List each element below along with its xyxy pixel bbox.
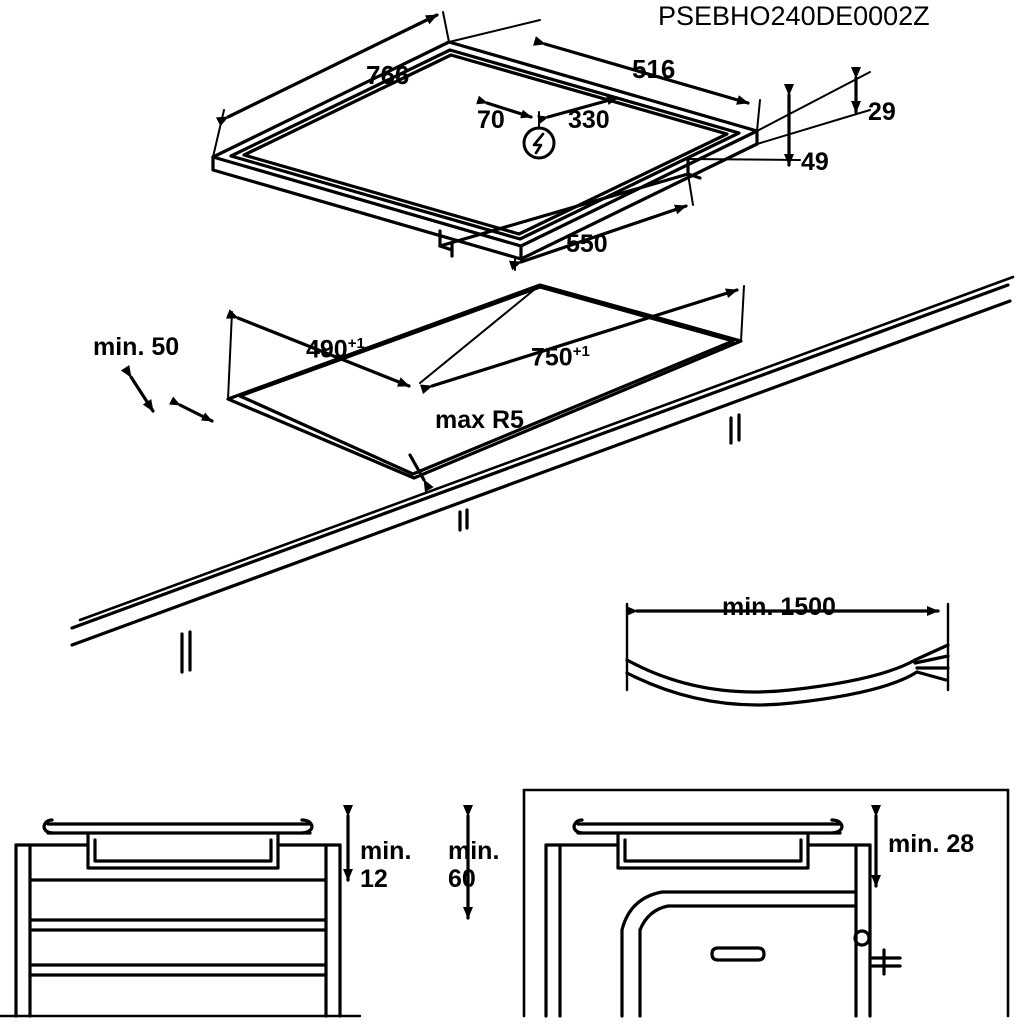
dimension-cutout-depth: 490 (306, 335, 348, 364)
dimension-hob-depth: 516 (632, 54, 676, 84)
dimension-cutout-width-group (531, 344, 590, 371)
dimension-min12-prefix: min. (360, 837, 412, 865)
dimension-cutout-width: 750 (531, 343, 573, 372)
dimension-body-width: 550 (566, 230, 608, 258)
drawing-code: PSEBHO240DE0002Z (658, 1, 930, 31)
dimension-cutout-depth-group (306, 336, 365, 363)
dimension-connector-offset-right: 330 (568, 106, 610, 134)
dimension-cable-length: min. 1500 (722, 593, 836, 621)
dimension-connector-offset-left: 70 (477, 106, 505, 134)
dimension-hob-body-height: 49 (801, 148, 829, 176)
dimension-corner-radius: max R5 (435, 406, 524, 434)
dimension-cutout-depth-tolerance: +1 (347, 335, 365, 352)
dimension-min60-value: 60 (448, 865, 476, 893)
dimension-hob-width: 766 (366, 60, 410, 90)
dimension-min-rear: min. 50 (93, 333, 180, 361)
dimension-cutout-width-tolerance: +1 (572, 343, 590, 360)
dimension-min60-prefix: min. (448, 837, 500, 865)
dimension-min28: min. 28 (888, 830, 975, 858)
dimension-min12-value: 12 (360, 865, 388, 893)
dimension-hob-top-height: 29 (868, 98, 896, 126)
